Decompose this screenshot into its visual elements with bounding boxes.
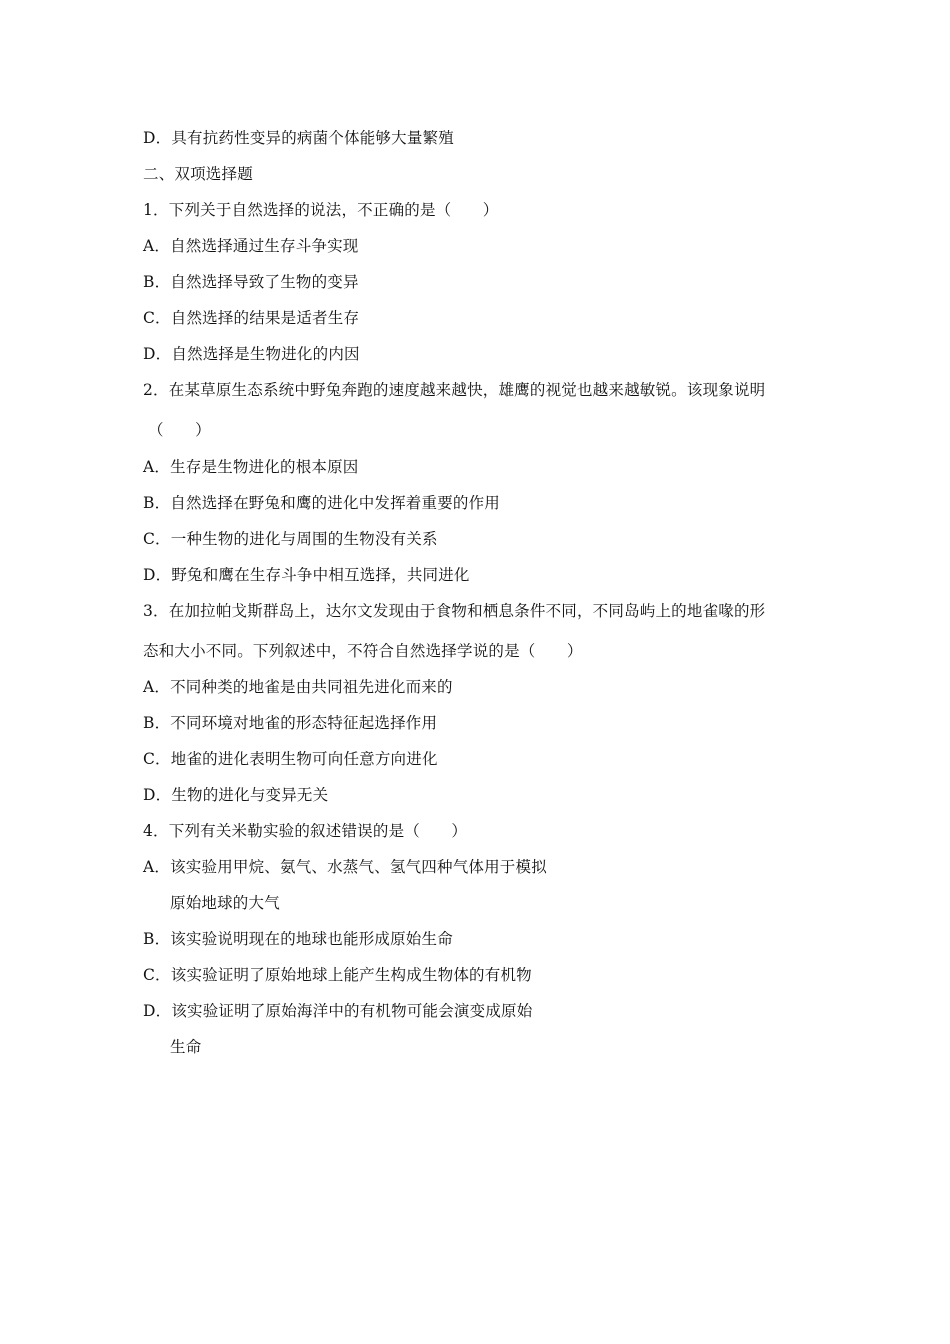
- question-2-option-d: D．野兔和鹰在生存斗争中相互选择，共同进化: [143, 566, 470, 584]
- question-4-option-d-line-1: D．该实验证明了原始海洋中的有机物可能会演变成原始: [143, 1002, 533, 1020]
- question-1-option-d: D．自然选择是生物进化的内因: [143, 345, 360, 363]
- question-3-option-c: C．地雀的进化表明生物可向任意方向进化: [143, 750, 438, 768]
- question-4: 4．下列有关米勒实验的叙述错误的是（ ）: [143, 822, 468, 840]
- question-1: 1．下列关于自然选择的说法，不正确的是（ ）: [143, 201, 499, 219]
- question-1-option-c: C．自然选择的结果是适者生存: [143, 309, 360, 327]
- question-3-option-d: D．生物的进化与变异无关: [143, 786, 329, 804]
- question-4-option-d-line-2: 生命: [170, 1038, 202, 1056]
- question-3-line-2: 态和大小不同。下列叙述中，不符合自然选择学说的是（ ）: [143, 642, 583, 660]
- question-2-option-a: A．生存是生物进化的根本原因: [143, 458, 359, 476]
- question-1-option-a: A．自然选择通过生存斗争实现: [143, 237, 359, 255]
- question-2-option-b: B．自然选择在野兔和鹰的进化中发挥着重要的作用: [143, 494, 500, 512]
- question-3-option-a: A．不同种类的地雀是由共同祖先进化而来的: [143, 678, 453, 696]
- question-3-line-1: 3．在加拉帕戈斯群岛上，达尔文发现由于食物和栖息条件不同，不同岛屿上的地雀喙的形: [143, 602, 766, 620]
- question-3-option-b: B．不同环境对地雀的形态特征起选择作用: [143, 714, 438, 732]
- question-4-option-a-line-1: A．该实验用甲烷、氨气、水蒸气、氢气四种气体用于模拟: [143, 858, 547, 876]
- question-2-option-c: C．一种生物的进化与周围的生物没有关系: [143, 530, 438, 548]
- question-2-line-2: （ ）: [148, 421, 211, 439]
- previous-option-d: D．具有抗药性变异的病菌个体能够大量繁殖: [143, 129, 454, 147]
- question-4-option-b: B．该实验说明现在的地球也能形成原始生命: [143, 930, 453, 948]
- question-4-option-c: C．该实验证明了原始地球上能产生构成生物体的有机物: [143, 966, 532, 984]
- section-title: 二、双项选择题: [143, 165, 253, 183]
- question-1-option-b: B．自然选择导致了生物的变异: [143, 273, 359, 291]
- question-2-line-1: 2．在某草原生态系统中野兔奔跑的速度越来越快，雄鹰的视觉也越来越敏锐。该现象说明: [143, 381, 766, 399]
- question-4-option-a-line-2: 原始地球的大气: [170, 894, 280, 912]
